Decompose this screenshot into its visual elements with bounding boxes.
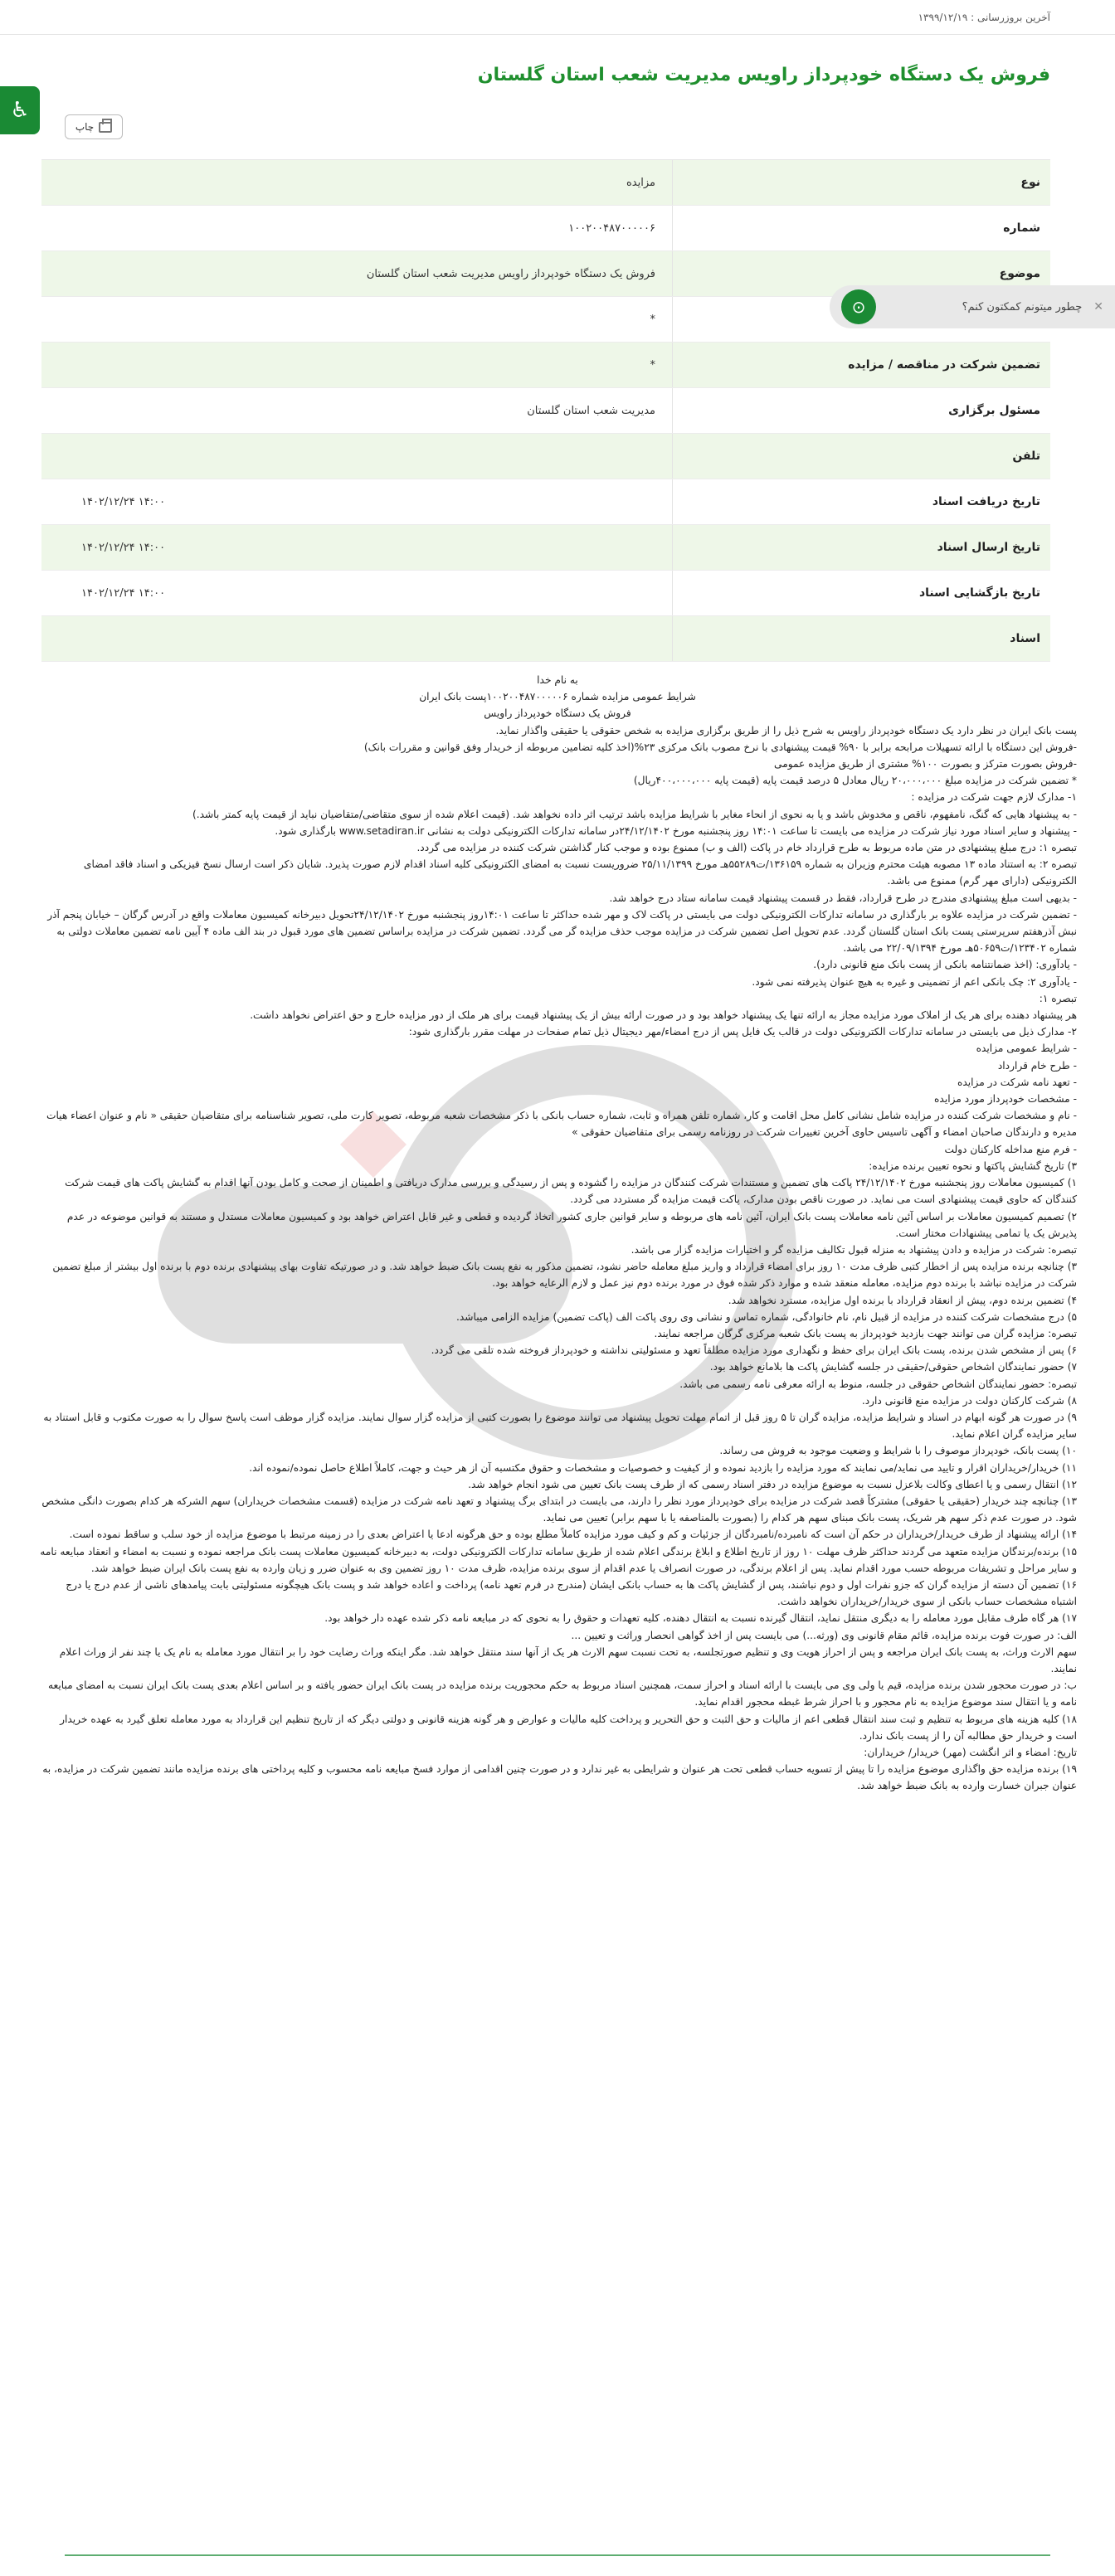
doc-paragraph: ۱۱) خریدار/خریداران اقرار و تایید می نماید/می نمایند که مورد مزایده را بازدید نموده و از کیفیت و خصوصیات و مشخصات و حقوق مکتسبه آن از هر حیث و جهت، کاملاً اطلاع حاصل نموده/نموده اند. <box>249 1461 1077 1474</box>
doc-paragraph: تاریخ: امضاء و اثر انگشت (مهر) خریدار/ خریداران: <box>864 1747 1077 1758</box>
doc-paragraph: - طرح خام قرارداد <box>997 1059 1077 1072</box>
row-value: فروش یک دستگاه خودپرداز راویس مدیریت شعب استان گلستان <box>366 267 655 280</box>
doc-heading-line: به نام خدا <box>537 674 578 686</box>
doc-paragraph: ۱۸) کلیه هزینه های مربوط به تنظیم و ثبت سند انتقال قطعی اعم از مالیات و حق الثبت و حق التحریر و پرداخت کلیه مالیات و عوارض و هر گونه هزینه قانونی و دولتی دیگر که از تاریخ تنظیم این قرارداد به مورد معامله تعلق گیرد به عهده خریدار است و خریدار حق مطالبه آن را از پست بانک ندارد. <box>60 1713 1077 1742</box>
row-value: ۱۰۰۲۰۰۴۸۷۰۰۰۰۰۶ <box>568 221 655 235</box>
doc-paragraph: هر پیشنهاد دهنده برای هر یک از املاک مورد مزایده مجاز به ارائه تنها یک پیشنهاد خواهد بود و در صورت ارائه بیش از یک پیشنهاد قیمت برای هر ملک از دور مزایده خارج و حق اعتراض نخواهد داشت. <box>250 1009 1077 1022</box>
details-row <box>41 434 1050 479</box>
details-row <box>41 479 1050 525</box>
doc-paragraph: ۱) کمیسیون معاملات روز پنجشنبه مورخ ۲۴/۱۲/۱۴۰۲ پاکت های تضمین و مستندات شرکت کنندگان در مزایده را گشوده و پس از رسیدگی و بررسی مدارک دریافتی و اطمینان از صحت و کامل بودن آنها اقدام به گشایش پاکت های قیمت شرکت کنندگان که حاوی قیمت پیشنهادی است می نماید. در صورت ناقص بودن مدارک، پاکت قیمت مزایده گر مستردد می گردد. <box>65 1177 1077 1206</box>
doc-paragraph: - بدیهی است مبلغ پیشنهادی مندرج در طرح قرارداد، فقط در قسمت پیشنهاد قیمت سامانه ستاد درج خواهد شد. <box>609 892 1077 904</box>
printer-icon <box>99 122 112 133</box>
row-label: تضمین شرکت در مناقصه / مزایده <box>672 343 1050 387</box>
doc-paragraph: ۱۶) تضمین آن دسته از مزایده گران که جزو نفرات اول و دوم نباشند، پس از گشایش پاکت ها به حساب بانکی ایشان (مندرج در فرم تعهد نامه) پرداخت و اعاده خواهد شد و پست بانک هیچگونه مسئولیتی بابت پیامدهای ناشی از عدم درج یا درج اشتباه مشخصات حساب بانکی از سوی خریدار/خریداران نخواهد داشت. <box>66 1578 1077 1608</box>
details-table <box>41 159 1050 662</box>
details-row <box>41 571 1050 616</box>
details-row <box>41 525 1050 571</box>
row-value: ۱۴:۰۰ ۱۴۰۲/۱۲/۲۴ <box>81 586 166 600</box>
doc-heading-line: شرایط عمومی مزایده شماره ۱۰۰۲۰۰۴۸۷۰۰۰۰۰۶پست بانک ایران <box>419 691 696 703</box>
doc-heading-line: فروش یک دستگاه خودپرداز راویس <box>484 707 631 720</box>
doc-paragraph: ۱۷) هر گاه طرف مقابل مورد معامله را به دیگری منتقل نماید، انتقال گیرنده نسبت به انتقال دهنده، کلیه تعهدات و حقوق را به نحوی که در مبایعه نامه ذکر شده عهده دار خواهد بود. <box>324 1612 1077 1625</box>
print-label: چاپ <box>75 121 95 133</box>
doc-paragraph: - مشخصات خودپرداز مورد مزایده <box>934 1093 1077 1106</box>
doc-paragraph: ۱۳) چنانچه چند خریدار (حقیقی یا حقوقی) مشترکاً قصد شرکت در مزایده برای خودپرداز مورد نظر را دارند، می بایست در ابتدای برگ پیشنهاد و تعهد نامه شرکت در مزایده (قسمت مشخصات خریداران) سهم الشرکه هر کدام بصورت دانگی مشخص شود. در صورت عدم ذکر سهم هر شریک، پست بانک مبنای سهم هر کدام را (بصورت بالمناصفه یا با سهم برابر) تعیین می نماید. <box>41 1495 1077 1524</box>
doc-paragraph: تبصره ۱: <box>1039 992 1077 1004</box>
doc-paragraph: - یادآوری ۲: چک بانکی اعم از تضمینی و غیره به هیچ عنوان پذیرفته نمی شود. <box>752 975 1077 988</box>
row-value: مدیریت شعب استان گلستان <box>527 404 655 417</box>
doc-paragraph: تبصره: شرکت در مزایده و دادن پیشنهاد به منزله قبول تکالیف مزایده گر و اختیارات مزایده گزار می باشد. <box>631 1243 1077 1256</box>
row-label: شماره <box>672 206 1050 250</box>
doc-paragraph: تبصره: مزایده گران می توانند جهت بازدید خودپرداز به پست بانک شعبه مرکزی گرگان مراجعه نمایند. <box>654 1327 1077 1339</box>
doc-paragraph: ۱۵) برنده/برندگان مزایده متعهد می گردند حداکثر ظرف مهلت ۱۰ روز از تاریخ اطلاع و ابلاغ برندگی اعلام شده از طریق سامانه تدارکات الکترونیکی دولت، به دبیرخانه کمیسیون معاملات پست بانک مراجعه نموده و نسبت به امضاء و انعقاد مبایعه نامه و سایر مراحل و تشریفات مربوطه حسب مورد اقدام نماید. پس از اعلام برندگی، در صورت انصراف یا عدم اقدام از سوی برنده مزایده، ظرف مدت ۱۰ روز تضمین وی به عنوان ضرر و زیان وارده به نفع پست بانک ایران ضبط خواهد شد. <box>40 1545 1077 1574</box>
doc-paragraph: ۲) تصمیم کمیسیون معاملات بر اساس آئین نامه معاملات پست بانک ایران، آئین نامه های مربوطه و سایر قوانین جاری کشور اتخاذ گردیده و قطعی و غیر قابل اعتراض خواهد بود و کمیسیون معاملات مستدل و مستند به قوانین موضوعه در عدم پذیرش یک یا تمامی پیشنهادات مختار است. <box>66 1210 1077 1239</box>
row-value: مزایده <box>626 176 655 189</box>
document-body <box>38 672 1077 1795</box>
doc-paragraph: - به پیشنهاد هایی که گنگ، نامفهوم، ناقص و مخدوش باشد و یا به نحوی از انحاء مغایر با شرایط مزایده باشد ترتیب اثر داده نخواهد شد. (قیمت اعلام شده از سوی متقاضی/متقاضیان نباید از قیمت پایه کمتر باشد.) <box>192 808 1077 820</box>
doc-paragraph: ۳) چنانچه برنده مزایده پس از اخطار کتبی ظرف مدت ۱۰ روز برای امضاء قرارداد و واریز مبلغ معامله حاضر نشود، تضمین مذکور به نفع پست بانک ضبط خواهد شد. و در صورتیکه تفاوت بهای پیشنهادی برنده دوم با برنده اول بیشتر از مبلغ تضمین شرکت در مزایده نباشد با برنده دوم مزایده، معامله منعقد شده و موارد ذکر شده فوق در مورد برنده دوم نیز عمل و لازم الرعایه خواهد بود. <box>52 1261 1077 1290</box>
doc-paragraph: الف: در صورت فوت برنده مزایده، قائم مقام قانونی وی (ورثه...) می بایست پس از اخذ گواهی انحصار وراثت و تعیین ... <box>571 1629 1077 1641</box>
row-label: موضوع <box>672 251 1050 296</box>
row-label: نوع <box>672 160 1050 205</box>
row-label: تاریخ دریافت اسناد <box>672 479 1050 524</box>
details-row <box>41 160 1050 206</box>
doc-paragraph: ۸) شرکت کارکنان دولت در مزایده منع قانونی دارد. <box>861 1394 1077 1407</box>
doc-paragraph: - تضمین شرکت در مزایده علاوه بر بارگذاری در سامانه تدارکات الکترونیکی دولت می بایستی در پاکت لاک و مهر شده حداکثر تا ساعت ۱۴:۰۱روز پنجشنبه مورخ ۲۴/۱۲/۱۴۰۲تحویل دبیرخانه کمیسیون معاملات واقع در آدرس گرگان – خیابان پنجم آذر نبش آذرهفتم سرپرستی پست بانک استان گلستان گردد. عدم تحویل اصل تضمین شرکت در مزایده موجب حذف مزایده گر می گردد. تضمین شرکت در مزایده براساس تضمین های مورد قبول در بند الف ماده ۴ آیین نامه تضمین معاملات دولتی به شماره ۱۲۳۴۰۲/ت۵۰۶۵۹هـ مورخ ۲۲/۰۹/۱۳۹۴ می باشد. <box>47 908 1077 955</box>
doc-paragraph: تبصره: حضور نمایندگان اشخاص حقوقی در جلسه، منوط به ارائه معرفی نامه رسمی می باشد. <box>679 1378 1077 1390</box>
row-label: تاریخ بازگشایی اسناد <box>672 571 1050 615</box>
doc-paragraph: - نام و مشخصات شرکت کننده در مزایده شامل نشانی کامل محل اقامت و کار، شماره تلفن همراه و ثابت، شماره حساب بانکی با ذکر مشخصات شعبه مربوطه، تصویر کارت ملی، تصویر شناسنامه برای متقاضیان حقیقی « نام و عنوان اعضاء هیات مدیره و دارندگان صاحبان امضاء و آگهی تاسیس حاوی آخرین تغییرات شرکت در روزنامه رسمی برای متقاضیان حقوقی » <box>46 1110 1077 1139</box>
doc-paragraph: ۱۴) ارائه پیشنهاد از طرف خریدار/خریداران در حکم آن است که نامبرده/نامبردگان از جزئیات و کم و کیف مورد مزایده کاملاً مطلع بوده و حق هرگونه ادعا یا اعتراض بعدی را در زمینه مرتبط با موضوع مزایده از خود سلب و ساقط نموده است. <box>69 1529 1077 1541</box>
row-value: * <box>650 313 655 326</box>
doc-paragraph: ۱۹) برنده مزایده حق واگذاری موضوع مزایده را تا پیش از تسویه حساب قطعی تحت هر عنوان و شرایطی به غیر ندارد و در صورت چنین اقدامی از موارد فسخ مبایعه نامه محسوب و کلیه پرداختی های برنده مزایده مانند تضمین شرکت در مزایده، به عنوان جبران خسارت وارده به بانک ضبط خواهد شد. <box>42 1763 1077 1792</box>
chat-widget[interactable] <box>830 285 1115 328</box>
accessibility-icon: ♿ <box>10 98 30 123</box>
top-bar <box>0 0 1115 35</box>
details-row <box>41 343 1050 388</box>
doc-paragraph: ۱۰) پست بانک، خودپرداز موصوف را با شرایط و وضعیت موجود به فروش می رساند. <box>719 1445 1077 1457</box>
chat-logo-icon[interactable]: ⊙ <box>841 289 876 324</box>
chat-prompt: چطور میتونم کمکتون کنم؟ <box>962 300 1083 313</box>
row-label: تلفن <box>672 434 1050 479</box>
doc-paragraph: ۴) تضمین برنده دوم، پیش از انعقاد قرارداد با برنده اول مزایده، مسترد نخواهد شد. <box>728 1294 1077 1306</box>
doc-paragraph: ۹) در صورت هر گونه ابهام در اسناد و شرایط مزایده، مزایده گران تا ۵ روز قبل از اتمام مهلت تحویل پیشنهاد می توانند موضوع را بصورت کتبی از مزایده گزار سوال نمایند. مزایده گزار موظف است پاسخ سوال را به صورت مکتوب و قابل استناد به سایر مزایده گران اعلام نماید. <box>43 1411 1077 1441</box>
close-icon[interactable]: ✕ <box>1093 300 1103 313</box>
doc-paragraph: ۱۲) انتقال رسمی و یا اعطای وکالت بلاعزل نسبت به موضوع مزایده در دفتر اسناد رسمی که از طرف پست بانک تعیین می شود انجام خواهد شد. <box>468 1478 1077 1490</box>
doc-paragraph: ۵) درج مشخصات شرکت کننده در مزایده از قبیل نام، نام خانوادگی، شماره تماس و نشانی وی روی پاکت الف (پاکت تضمین) مزایده الزامی میباشد. <box>456 1310 1077 1323</box>
doc-paragraph: ب: در صورت محجور شدن برنده مزایده، قیم یا ولی وی می بایست با ارائه اسناد و احراز سمت، همچنین اسناد مربوط به حکم محجوریت برنده مزایده در پست بانک ایران حضور یافته و بر اساس اعلام بعدی پست بانک ایران نسبت به امضای مبایعه نامه و یا انتقال سند موضوع مزایده به نام محجور و با احراز شرط غبطه محجور اقدام نماید. <box>47 1679 1077 1708</box>
last-update: آخرین بروزرسانی : ۱۳۹۹/۱۲/۱۹ <box>918 11 1050 23</box>
row-value: * <box>650 358 655 372</box>
print-button[interactable] <box>65 114 123 139</box>
row-value: ۱۴:۰۰ ۱۴۰۲/۱۲/۲۴ <box>81 541 166 554</box>
doc-paragraph: ۲- مدارک ذیل می بایستی در سامانه تدارکات الکترونیکی دولت در قالب یک فایل پس از درج امضاء/مهر دیجیتال ذیل تمام صفحات در مهلت مقرر بارگذاری شود: <box>408 1026 1077 1038</box>
row-label: تاریخ ارسال اسناد <box>672 525 1050 570</box>
details-row <box>41 206 1050 251</box>
page-title: فروش یک دستگاه خودپرداز راویس مدیریت شعب استان گلستان <box>477 65 1050 85</box>
row-value: ۱۴:۰۰ ۱۴۰۲/۱۲/۲۴ <box>81 495 166 508</box>
doc-paragraph: * تضمین شرکت در مزایده مبلغ ۲۰،۰۰۰،۰۰۰ ریال معادل ۵ درصد قیمت پایه (قیمت پایه ۴۰۰،۰۰۰،۰۰۰ریال) <box>633 775 1077 787</box>
doc-paragraph: ۶) پس از مشخص شدن برنده، پست بانک ایران برای حفظ و نگهداری مورد مزایده مطلقاً تعهد و مسئولیتی نداشته و خودپرداز فروخته شده تلقی می گردد. <box>431 1344 1077 1357</box>
row-value <box>41 616 672 661</box>
row-label: مسئول برگزاری <box>672 388 1050 433</box>
doc-paragraph: پست بانک ایران در نظر دارد یک دستگاه خودپرداز راویس به شرح ذیل را از طریق برگزاری مزایده به شخص حقوقی یا حقیقی واگذار نماید. <box>495 724 1077 736</box>
row-value <box>41 434 672 479</box>
footer-divider <box>65 2554 1050 2556</box>
doc-paragraph: ۱- مدارک لازم جهت شرکت در مزایده : <box>911 791 1077 804</box>
details-row <box>41 616 1050 662</box>
doc-paragraph: ۷) حضور نمایندگان اشخاص حقوقی/حقیقی در جلسه گشایش پاکت ها بلامانع خواهد بود. <box>709 1361 1077 1373</box>
row-label: اسناد <box>672 616 1050 661</box>
doc-paragraph: - شرایط عمومی مزایده <box>976 1043 1077 1055</box>
doc-paragraph: -فروش بصورت مترکز و بصورت ۱۰۰% مشتری از طریق مزایده عمومی <box>774 758 1077 770</box>
doc-paragraph: تبصره ۲: به استناد ماده ۱۳ مصوبه هیئت محترم وزیران به شماره ۱۳۶۱۵۹/ت۵۵۲۸۹هـ مورخ ۲۵/۱۱/۱۳۹۹ ضروریست نسبت به امضای الکترونیکی کلیه اسناد اقدام لازم صورت پذیرد. شایان ذکر است ارسال نسخ فیزیکی و اسناد فاقد امضای الکترونیکی (دارای مهر گرم) ممنوع می باشد. <box>83 858 1077 887</box>
doc-paragraph: - تعهد نامه شرکت در مزایده <box>957 1076 1077 1088</box>
doc-paragraph: - یادآوری: (اخذ ضمانتنامه بانکی از پست بانک منع قانونی دارد). <box>813 959 1077 971</box>
details-row <box>41 388 1050 434</box>
doc-paragraph: تبصره ۱: درج مبلغ پیشنهادی در متن ماده مربوط به طرح قرارداد خام در پاکت (الف و ب) ممنوع بوده و موجب کنار گذاشتن شرکت کننده در مزایده می گردد. <box>416 842 1077 854</box>
doc-paragraph: سهم الارث وراث، به پست بانک ایران مراجعه و پس از احراز هویت وی و تنظیم صورتجلسه، به تحت نسبت سهم الارث هر یک از آنها سند منتقل خواهد شد. مگر اینکه وراث رضایت خود را بر انتقال مورد معامله به نام یک یا چند نفر از وراث اعلام نمایند. <box>59 1645 1077 1674</box>
doc-paragraph: - فرم منع مداخله کارکنان دولت <box>944 1143 1077 1155</box>
accessibility-button[interactable] <box>0 86 40 134</box>
doc-paragraph: -فروش این دستگاه با ارائه تسهیلات مرابحه برابر با ۹۰% قیمت پیشنهادی با نرخ مصوب بانک مرکزی ۲۳%(اخذ کلیه تضامین مربوطه از خریدار وفق قوانین و مقررات بانک) <box>363 741 1077 753</box>
doc-paragraph: ۳) تاریخ گشایش پاکتها و نحوه تعیین برنده مزایده: <box>869 1159 1077 1172</box>
doc-paragraph: - پیشنهاد و سایر اسناد مورد نیاز شرکت در مزایده می بایست تا ساعت ۱۴:۰۱ روز پنجشنبه مورخ ۲۴/۱۲/۱۴۰۲در سامانه تدارکات الکترونیکی دولت به نشانی www.setadiran.ir بارگذاری شود. <box>275 824 1077 837</box>
